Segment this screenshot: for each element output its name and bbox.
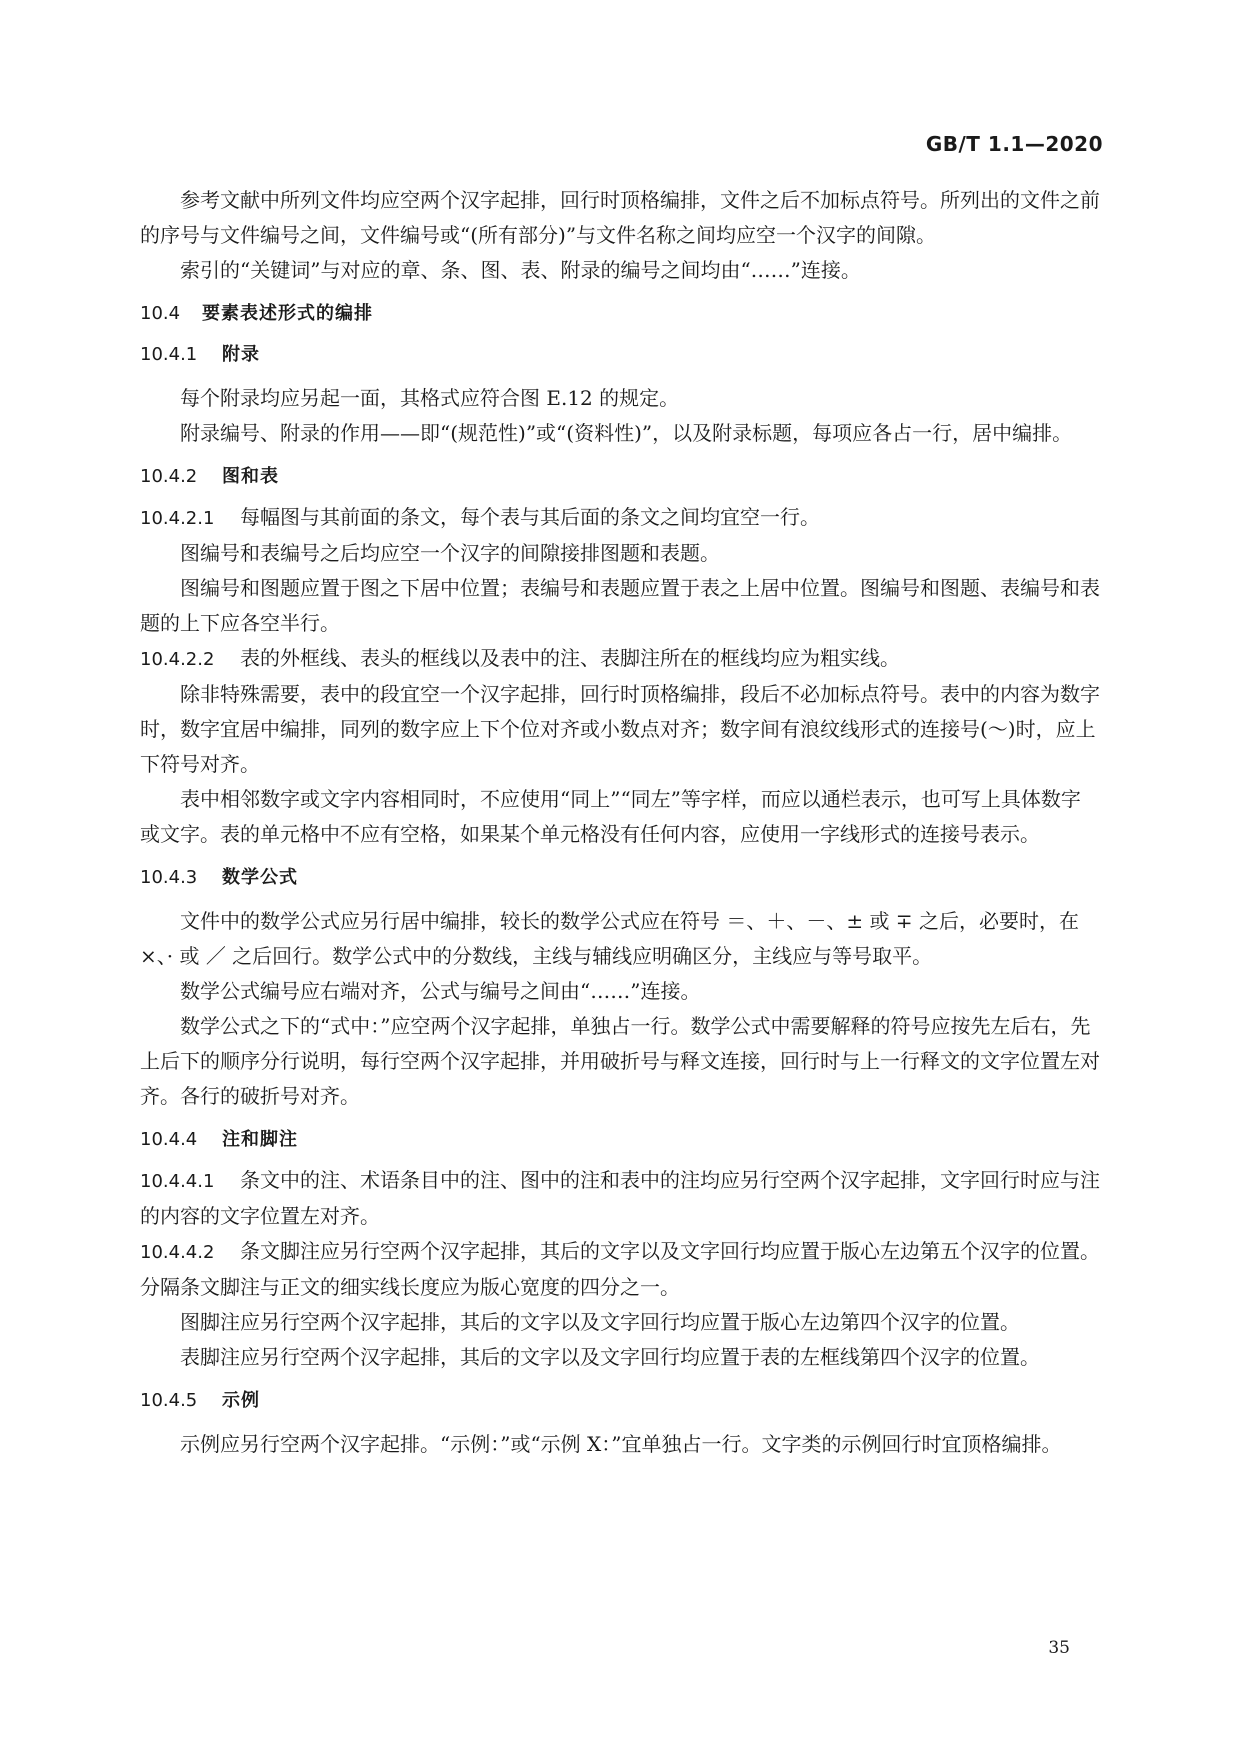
heading-number: 10.4.4 xyxy=(140,1129,198,1150)
clause-text: 条文中的注、术语条目中的注、图中的注和表中的注均应另行空两个汉字起排，文字回行时应与注的内容的文字位置左对齐。 xyxy=(140,1168,1100,1228)
section-heading-10-4-5 xyxy=(140,1386,1100,1416)
heading-title: 注和脚注 xyxy=(222,1129,298,1150)
clause-text: 条文脚注应另行空两个汉字起排，其后的文字以及文字回行均应置于版心左边第五个汉字的位置。分隔条文脚注与正文的细实线长度应为版心宽度的四分之一。 xyxy=(140,1239,1100,1299)
paragraph: 图编号和表编号之后均应空一个汉字的间隙接排图题和表题。 xyxy=(180,541,720,565)
clause-number: 10.4.2.1 xyxy=(140,508,215,529)
heading-number: 10.4.5 xyxy=(140,1390,198,1411)
heading-title: 示例 xyxy=(222,1390,260,1411)
heading-number: 10.4 xyxy=(140,303,181,324)
heading-title: 要素表述形式的编排 xyxy=(202,303,373,324)
paragraph: 表中相邻数字或文字内容相同时，不应使用“同上”“同左”等字样，而应以通栏表示，也可写上具体数字或文字。表的单元格中不应有空格，如果某个单元格没有任何内容，应使用一字线形式的连接号表示。 xyxy=(140,787,1081,846)
page-body xyxy=(140,183,1100,1462)
section-heading-10-4-2 xyxy=(140,462,1100,492)
heading-number: 10.4.2 xyxy=(140,466,198,487)
clause-10-4-2-1 xyxy=(140,500,1100,536)
paragraph: 图脚注应另行空两个汉字起排，其后的文字以及文字回行均应置于版心左边第四个汉字的位置。 xyxy=(180,1310,1020,1334)
paragraph: 附录编号、附录的作用——即“(规范性)”或“(资料性)”，以及附录标题，每项应各占一行，居中编排。 xyxy=(180,421,1073,445)
clause-text: 每幅图与其前面的条文，每个表与其后面的条文之间均宜空一行。 xyxy=(240,505,820,529)
paragraph: 参考文献中所列文件均应空两个汉字起排，回行时顶格编排，文件之后不加标点符号。所列出的文件之前的序号与文件编号之间，文件编号或“(所有部分)”与文件名称之间均应空一个汉字的间隙。 xyxy=(140,188,1100,247)
clause-10-4-4-1 xyxy=(140,1163,1100,1234)
section-heading-10-4-4 xyxy=(140,1125,1100,1155)
paragraph: 每个附录均应另起一面，其格式应符合图 E.12 的规定。 xyxy=(180,386,680,410)
clause-10-4-4-2 xyxy=(140,1234,1100,1305)
paragraph: 数学公式之下的“式中：”应空两个汉字起排，单独占一行。数学公式中需要解释的符号应按先左后右，先上后下的顺序分行说明，每行空两个汉字起排，并用破折号与释文连接，回行时与上一行释文的文字位置左对齐。各行的破折号对齐。 xyxy=(140,1014,1100,1108)
clause-number: 10.4.2.2 xyxy=(140,649,215,670)
clause-10-4-2-2 xyxy=(140,641,1100,677)
section-heading-10-4-1 xyxy=(140,340,1100,370)
section-heading-10-4-3 xyxy=(140,863,1100,893)
paragraph: 数学公式编号应右端对齐，公式与编号之间由“……”连接。 xyxy=(180,979,701,1003)
paragraph: 图编号和图题应置于图之下居中位置；表编号和表题应置于表之上居中位置。图编号和图题、表编号和表题的上下应各空半行。 xyxy=(140,576,1100,635)
heading-number: 10.4.1 xyxy=(140,344,198,365)
paragraph: 表脚注应另行空两个汉字起排，其后的文字以及文字回行均应置于表的左框线第四个汉字的位置。 xyxy=(180,1345,1040,1369)
standard-number: GB/T 1.1—2020 xyxy=(925,132,1103,156)
heading-title: 附录 xyxy=(222,344,260,365)
clause-number: 10.4.4.2 xyxy=(140,1242,215,1263)
heading-title: 图和表 xyxy=(222,466,279,487)
paragraph: 文件中的数学公式应另行居中编排，较长的数学公式应在符号 ＝、＋、－、± 或 ∓ 之后，必要时，在 ×、· 或 ／ 之后回行。数学公式中的分数线，主线与辅线应明确区分，主线应与等号取平。 xyxy=(140,909,1079,968)
clause-number: 10.4.4.1 xyxy=(140,1171,215,1192)
section-heading-10-4 xyxy=(140,299,1100,329)
paragraph: 除非特殊需要，表中的段宜空一个汉字起排，回行时顶格编排，段后不必加标点符号。表中的内容为数字时，数字宜居中编排，同列的数字应上下个位对齐或小数点对齐；数字间有浪纹线形式的连接号(～)时，应上下符号对齐。 xyxy=(140,682,1100,776)
clause-text: 表的外框线、表头的框线以及表中的注、表脚注所在的框线均应为粗实线。 xyxy=(240,646,900,670)
paragraph: 索引的“关键词”与对应的章、条、图、表、附录的编号之间均由“……”连接。 xyxy=(180,258,861,282)
heading-title: 数学公式 xyxy=(222,867,298,888)
paragraph: 示例应另行空两个汉字起排。“示例：”或“示例 X：”宜单独占一行。文字类的示例回行时宜顶格编排。 xyxy=(180,1432,1062,1456)
heading-number: 10.4.3 xyxy=(140,867,198,888)
page-number: 35 xyxy=(1048,1638,1070,1658)
